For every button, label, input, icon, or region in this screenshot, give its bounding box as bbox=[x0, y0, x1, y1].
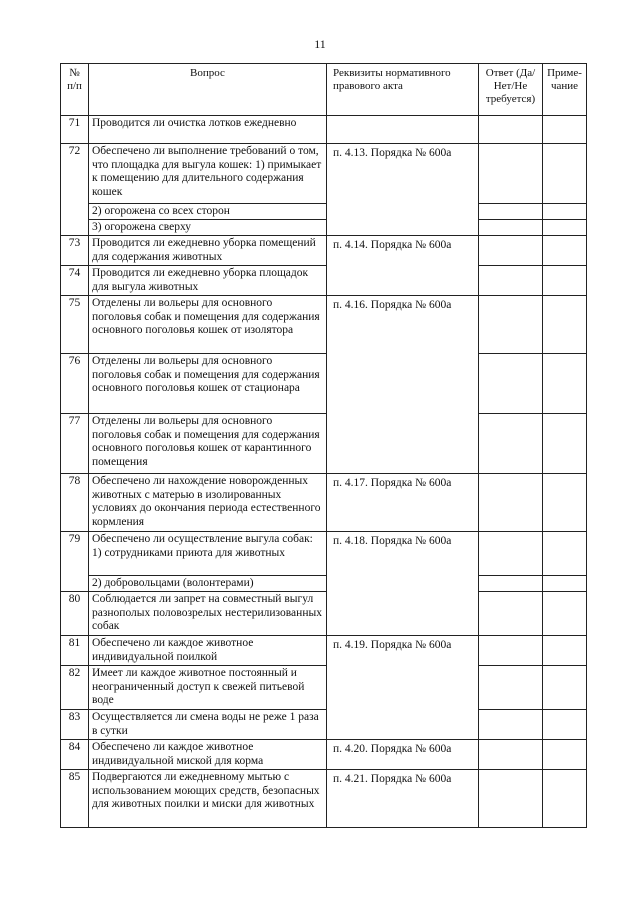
row-question: Имеет ли каждое животное постоянный и неограниченный доступ к свежей питьевой воде bbox=[89, 666, 327, 710]
row-question: Подвергаются ли ежедневному мытью с использованием моющих средств, безопасных для животных поилки и миски для животных bbox=[89, 770, 327, 828]
answer-cell[interactable] bbox=[479, 576, 543, 592]
row-number: 75 bbox=[61, 296, 89, 354]
answer-cell[interactable] bbox=[479, 116, 543, 144]
row-number: 74 bbox=[61, 266, 89, 296]
answer-cell[interactable] bbox=[479, 666, 543, 710]
note-cell[interactable] bbox=[543, 666, 587, 710]
table-row bbox=[61, 354, 587, 414]
answer-cell[interactable] bbox=[479, 710, 543, 740]
row-question: Обеспечено ли нахождение новорожденных животных с матерью в изолированных условиях до окончания периода естественного кормления bbox=[89, 474, 327, 532]
row-question: Проводится ли ежедневно уборка площадок для выгула животных bbox=[89, 266, 327, 296]
row-question: Обеспечено ли каждое животное индивидуальной миской для корма bbox=[89, 740, 327, 770]
row-number: 83 bbox=[61, 710, 89, 740]
answer-cell[interactable] bbox=[479, 296, 543, 354]
note-cell[interactable] bbox=[543, 204, 587, 220]
table-row bbox=[61, 296, 587, 354]
row-number: 84 bbox=[61, 740, 89, 770]
header-reference: Реквизиты нормативного правового акта bbox=[327, 64, 479, 116]
row-question: 2) огорожена со всех сторон bbox=[89, 204, 327, 220]
answer-cell[interactable] bbox=[479, 636, 543, 666]
note-cell[interactable] bbox=[543, 354, 587, 414]
note-cell[interactable] bbox=[543, 220, 587, 236]
row-reference: п. 4.17. Порядка № 600а bbox=[327, 474, 479, 532]
row-question: 3) огорожена сверху bbox=[89, 220, 327, 236]
answer-cell[interactable] bbox=[479, 266, 543, 296]
row-reference: п. 4.13. Порядка № 600а bbox=[327, 144, 479, 236]
row-number: 81 bbox=[61, 636, 89, 666]
note-cell[interactable] bbox=[543, 266, 587, 296]
answer-cell[interactable] bbox=[479, 474, 543, 532]
table-row bbox=[61, 474, 587, 532]
answer-cell[interactable] bbox=[479, 740, 543, 770]
row-reference: п. 4.16. Порядка № 600а bbox=[327, 296, 479, 474]
row-reference: п. 4.18. Порядка № 600а bbox=[327, 532, 479, 636]
header-answer: Ответ (Да/Нет/Не требуется) bbox=[479, 64, 543, 116]
header-note: Приме-чание bbox=[543, 64, 587, 116]
table-row bbox=[61, 576, 587, 592]
row-number: 76 bbox=[61, 354, 89, 414]
answer-cell[interactable] bbox=[479, 592, 543, 636]
table-row bbox=[61, 592, 587, 636]
row-question: Проводится ли ежедневно уборка помещений для содержания животных bbox=[89, 236, 327, 266]
table-row bbox=[61, 532, 587, 576]
row-question: Осуществляется ли смена воды не реже 1 раза в сутки bbox=[89, 710, 327, 740]
note-cell[interactable] bbox=[543, 710, 587, 740]
row-reference: п. 4.21. Порядка № 600а bbox=[327, 770, 479, 828]
row-number: 72 bbox=[61, 144, 89, 204]
note-cell[interactable] bbox=[543, 296, 587, 354]
note-cell[interactable] bbox=[543, 740, 587, 770]
table-row bbox=[61, 414, 587, 474]
table-row bbox=[61, 770, 587, 828]
note-cell[interactable] bbox=[543, 236, 587, 266]
row-number bbox=[61, 576, 89, 592]
table-row bbox=[61, 636, 587, 666]
header-question: Вопрос bbox=[89, 64, 327, 116]
row-reference: п. 4.19. Порядка № 600а bbox=[327, 636, 479, 740]
row-number: 80 bbox=[61, 592, 89, 636]
row-question: Отделены ли вольеры для основного поголовья собак и помещения для содержания основного поголовья кошек от изолятора bbox=[89, 296, 327, 354]
table-row bbox=[61, 710, 587, 740]
answer-cell[interactable] bbox=[479, 770, 543, 828]
row-number: 73 bbox=[61, 236, 89, 266]
row-number bbox=[61, 204, 89, 220]
note-cell[interactable] bbox=[543, 474, 587, 532]
table-row bbox=[61, 116, 587, 144]
answer-cell[interactable] bbox=[479, 144, 543, 204]
row-reference: п. 4.14. Порядка № 600а bbox=[327, 236, 479, 296]
answer-cell[interactable] bbox=[479, 220, 543, 236]
table-row bbox=[61, 266, 587, 296]
table-row bbox=[61, 144, 587, 204]
answer-cell[interactable] bbox=[479, 414, 543, 474]
note-cell[interactable] bbox=[543, 144, 587, 204]
row-reference bbox=[327, 116, 479, 144]
row-question: Проводится ли очистка лотков ежедневно bbox=[89, 116, 327, 144]
row-question: Отделены ли вольеры для основного поголовья собак и помещения для содержания основного поголовья кошек от карантинного помещения bbox=[89, 414, 327, 474]
page-number: 11 bbox=[314, 37, 326, 51]
row-question: Соблюдается ли запрет на совместный выгул разнополых половозрелых нестерилизованных собак bbox=[89, 592, 327, 636]
answer-cell[interactable] bbox=[479, 204, 543, 220]
row-number: 77 bbox=[61, 414, 89, 474]
note-cell[interactable] bbox=[543, 532, 587, 576]
note-cell[interactable] bbox=[543, 576, 587, 592]
row-question: Обеспечено ли каждое животное индивидуальной поилкой bbox=[89, 636, 327, 666]
row-number: 85 bbox=[61, 770, 89, 828]
row-number bbox=[61, 220, 89, 236]
note-cell[interactable] bbox=[543, 414, 587, 474]
answer-cell[interactable] bbox=[479, 236, 543, 266]
row-number: 71 bbox=[61, 116, 89, 144]
note-cell[interactable] bbox=[543, 770, 587, 828]
row-question: Обеспечено ли осуществление выгула собак: 1) сотрудниками приюта для животных bbox=[89, 532, 327, 576]
header-num: № п/п bbox=[61, 64, 89, 116]
table-row bbox=[61, 666, 587, 710]
table-row bbox=[61, 220, 587, 236]
row-number: 82 bbox=[61, 666, 89, 710]
header-row bbox=[61, 64, 587, 116]
checklist-table bbox=[60, 63, 587, 828]
table-row bbox=[61, 204, 587, 220]
table-row bbox=[61, 236, 587, 266]
note-cell[interactable] bbox=[543, 592, 587, 636]
row-number: 79 bbox=[61, 532, 89, 576]
row-question: Отделены ли вольеры для основного поголовья собак и помещения для содержания основного поголовья кошек от стационара bbox=[89, 354, 327, 414]
note-cell[interactable] bbox=[543, 636, 587, 666]
answer-cell[interactable] bbox=[479, 532, 543, 576]
row-question: Обеспечено ли выполнение требований о том, что площадка для выгула кошек: 1) примыкает к помещению для длительного содержания кошек bbox=[89, 144, 327, 204]
row-reference: п. 4.20. Порядка № 600а bbox=[327, 740, 479, 770]
note-cell[interactable] bbox=[543, 116, 587, 144]
row-number: 78 bbox=[61, 474, 89, 532]
answer-cell[interactable] bbox=[479, 354, 543, 414]
row-question: 2) добровольцами (волонтерами) bbox=[89, 576, 327, 592]
table-row bbox=[61, 740, 587, 770]
